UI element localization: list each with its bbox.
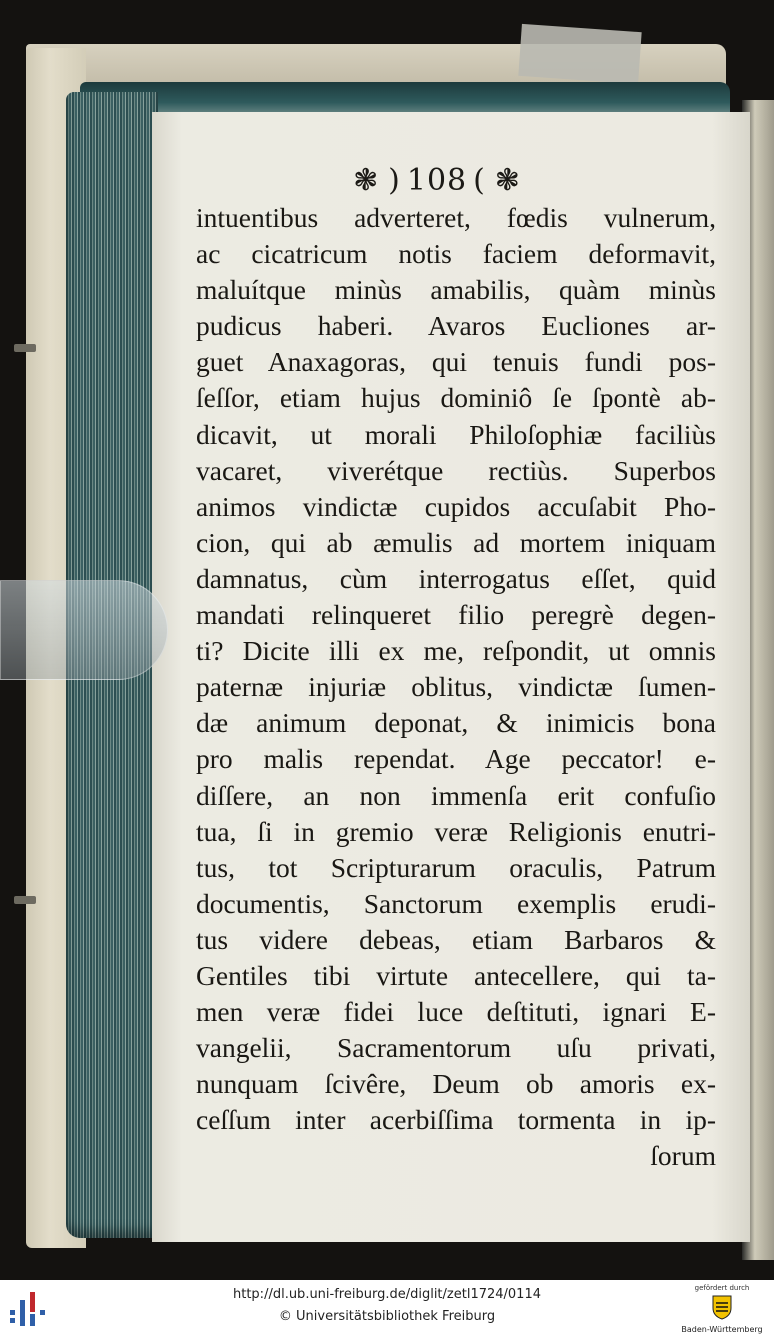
sponsor-bottom-text: Baden-Württemberg xyxy=(681,1325,763,1334)
text-line: mandati relinqueret filio peregrè degen- xyxy=(196,599,716,631)
text-line: tus videre debeas, etiam Barbaros & xyxy=(196,923,716,955)
text-line: maluítque minùs amabilis, quàm minùs xyxy=(196,274,716,306)
text-line: ceſſum inter acerbiſſima tormenta in ip- xyxy=(196,1104,716,1136)
bw-coat-of-arms-icon xyxy=(711,1294,733,1320)
sponsor-badge xyxy=(676,1284,768,1334)
text-line: nunquam ſcivêre, Deum ob amoris ex- xyxy=(196,1068,716,1100)
text-line: tus, tot Scripturarum oraculis, Patrum xyxy=(196,851,716,883)
text-line: diſſere, an non immenſa erit confuſio xyxy=(196,779,716,811)
text-line: animos vindictæ cupidos accuſabit Pho- xyxy=(196,490,716,522)
text-line: ſeſſor, etiam hujus dominiô ſe ſpontè ab- xyxy=(196,382,716,414)
text-line: men veræ fidei luce deſtituti, ignari E- xyxy=(196,996,716,1028)
text-line: vangelii, Sacramentorum uſu privati, xyxy=(196,1032,716,1064)
text-line: ſorum xyxy=(650,1140,716,1172)
footer-bar xyxy=(0,1280,774,1336)
page-header: ❃ ) 108 ( ❃ xyxy=(152,163,722,198)
glass-clip xyxy=(0,580,168,680)
pin xyxy=(14,344,36,352)
page-edges-top xyxy=(80,82,730,116)
text-line: guet Anaxagoras, qui tenuis fundi pos- xyxy=(196,346,716,378)
text-line: damnatus, cùm interrogatus eſſet, quid xyxy=(196,562,716,594)
page-text xyxy=(196,200,716,1175)
text-line: cion, qui ab æmulis ad mortem iniquam xyxy=(196,526,716,558)
permalink-url[interactable]: http://dl.ub.uni-freiburg.de/diglit/zetl1724/0114 xyxy=(233,1287,541,1302)
text-line: tua, ſi in gremio veræ Religionis enutri- xyxy=(196,815,716,847)
pin xyxy=(14,896,36,904)
text-line: pro malis rependat. Age peccator! e- xyxy=(196,743,716,775)
text-line: ac cicatricum notis faciem deformavit, xyxy=(196,238,716,270)
tape-strip xyxy=(518,24,641,84)
text-line: dicavit, ut morali Philoſophiæ faciliùs xyxy=(196,418,716,450)
text-line: dæ animum deponat, & inimicis bona xyxy=(196,707,716,739)
text-line: Gentiles tibi virtute antecellere, qui ta- xyxy=(196,959,716,991)
sponsor-top-text: gefördert durch xyxy=(694,1284,750,1292)
ornament-left-icon: ❃ xyxy=(353,163,380,198)
text-line: documentis, Sanctorum exemplis erudi- xyxy=(196,887,716,919)
ornament-right-icon: ❃ xyxy=(494,163,521,198)
text-line: pudicus haberi. Avaros Eucliones ar- xyxy=(196,310,716,342)
text-line: intuentibus adverteret, fœdis vulnerum, xyxy=(196,202,716,233)
page-number: 108 xyxy=(406,163,468,198)
text-line: ti? Dicite illi ex me, reſpondit, ut omnis xyxy=(196,635,716,667)
text-line: paternæ injuriæ oblitus, vindictæ ſumen- xyxy=(196,671,716,703)
copyright-text: © Universitätsbibliothek Freiburg xyxy=(278,1309,496,1324)
text-line: vacaret, viverétque rectiùs. Superbos xyxy=(196,454,716,486)
